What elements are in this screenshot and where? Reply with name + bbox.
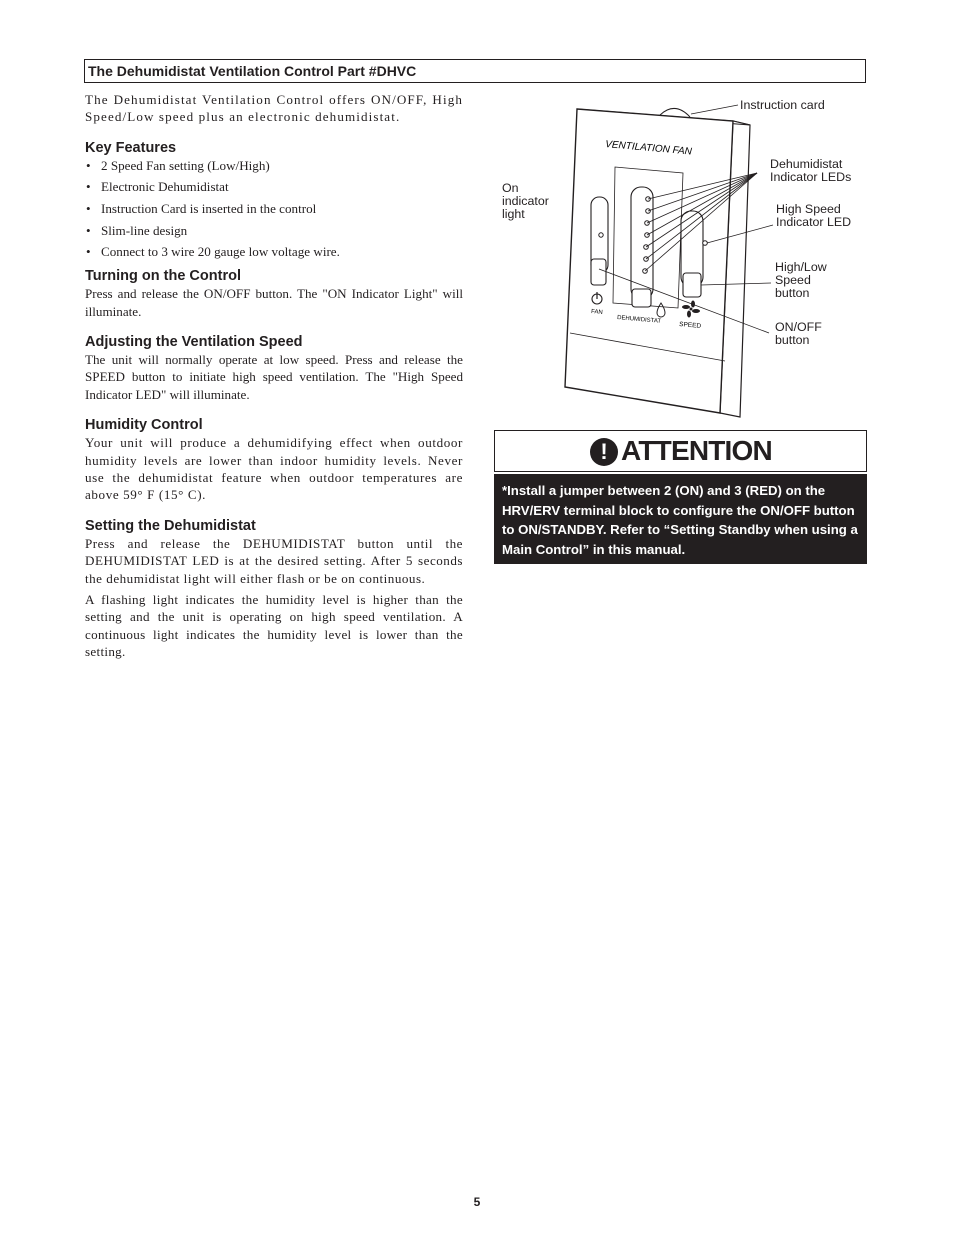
callout-instruction-card: Instruction card (740, 98, 825, 112)
key-features-heading: Key Features (85, 139, 177, 156)
humidity-control-text: Your unit will produce a dehumidifying effect when outdoor humidity levels are lower than indoor humidity levels. Never use the dehumidistat feature when outdoor temperatures are above 59° F (15° C). (85, 435, 463, 503)
high-speed-led (703, 241, 708, 246)
list-item: • Slim-line design (85, 222, 463, 239)
attention-title: ATTENTION (621, 435, 772, 466)
dehum-button-shape (632, 289, 651, 307)
setting-dehumidistat-heading: Setting the Dehumidistat (85, 517, 256, 534)
callout-onoff-button: ON/OFF button (775, 320, 822, 347)
turning-on-text: Press and release the ON/OFF button. The "ON Indicator Light" will illuminate. (85, 286, 463, 319)
list-item: • Connect to 3 wire 20 gauge low voltage wire. (85, 243, 463, 260)
adjusting-speed-heading: Adjusting the Ventilation Speed (85, 334, 303, 350)
attention-notice: *Install a jumper between 2 (ON) and 3 (RED) on the HRV/ERV terminal block to configure the ON/OFF button to ON/STANDBY. Refer to “Setting Standby when using a Main Control” in this manual. (494, 474, 867, 564)
list-item: • Instruction Card is inserted in the control (85, 200, 463, 217)
page-number: 5 (473, 1195, 481, 1209)
callout-high-speed-led: High Speed Indicator LED (776, 202, 852, 229)
setting-dehumidistat-text-1: Press and release the DEHUMIDISTAT button until the DEHUMIDISTAT LED is at the desired setting. After 5 seconds the dehumidistat light will either flash or be on continuous. (85, 535, 463, 586)
speed-label: SPEED (678, 321, 702, 330)
key-features-list (85, 157, 463, 260)
on-indicator-led (599, 233, 603, 237)
device-label: VENTILATION FAN (604, 139, 693, 158)
speed-button-shape (683, 273, 701, 297)
list-item: • 2 Speed Fan setting (Low/High) (85, 157, 463, 174)
section-title: The Dehumidistat Ventilation Control Part #DHVC (84, 59, 866, 83)
control-diagram (495, 95, 865, 425)
exclamation-icon: ! (590, 438, 618, 466)
left-column (85, 91, 463, 661)
humidity-control-heading: Humidity Control (85, 417, 203, 434)
callout-on-indicator: On indicator light (502, 181, 549, 221)
attention-header (494, 430, 867, 472)
dehum-label: DEHUMIDISTAT (616, 315, 662, 325)
onoff-button-shape (591, 259, 606, 285)
callout-high-low-button: High/Low Speed button (775, 260, 827, 300)
turning-on-heading: Turning on the Control (85, 268, 241, 285)
fan-label: FAN (590, 309, 603, 317)
setting-dehumidistat-text-2: A flashing light indicates the humidity level is higher than the setting and the unit is operating on high speed ventilation. A continuous light indicates the humidity level is lower than the setting. (85, 592, 463, 660)
intro-paragraph: The Dehumidistat Ventilation Control offers ON/OFF, High Speed/Low speed plus an electronic dehumidistat. (85, 92, 463, 125)
adjusting-speed-text: The unit will normally operate at low speed. Press and release the SPEED button to initiate high speed ventilation. The "High Speed Indicator LED" will illuminate. (85, 352, 463, 402)
list-item: • Electronic Dehumidistat (85, 178, 463, 195)
callout-dehum-leds: Dehumidistat Indicator LEDs (770, 157, 852, 184)
